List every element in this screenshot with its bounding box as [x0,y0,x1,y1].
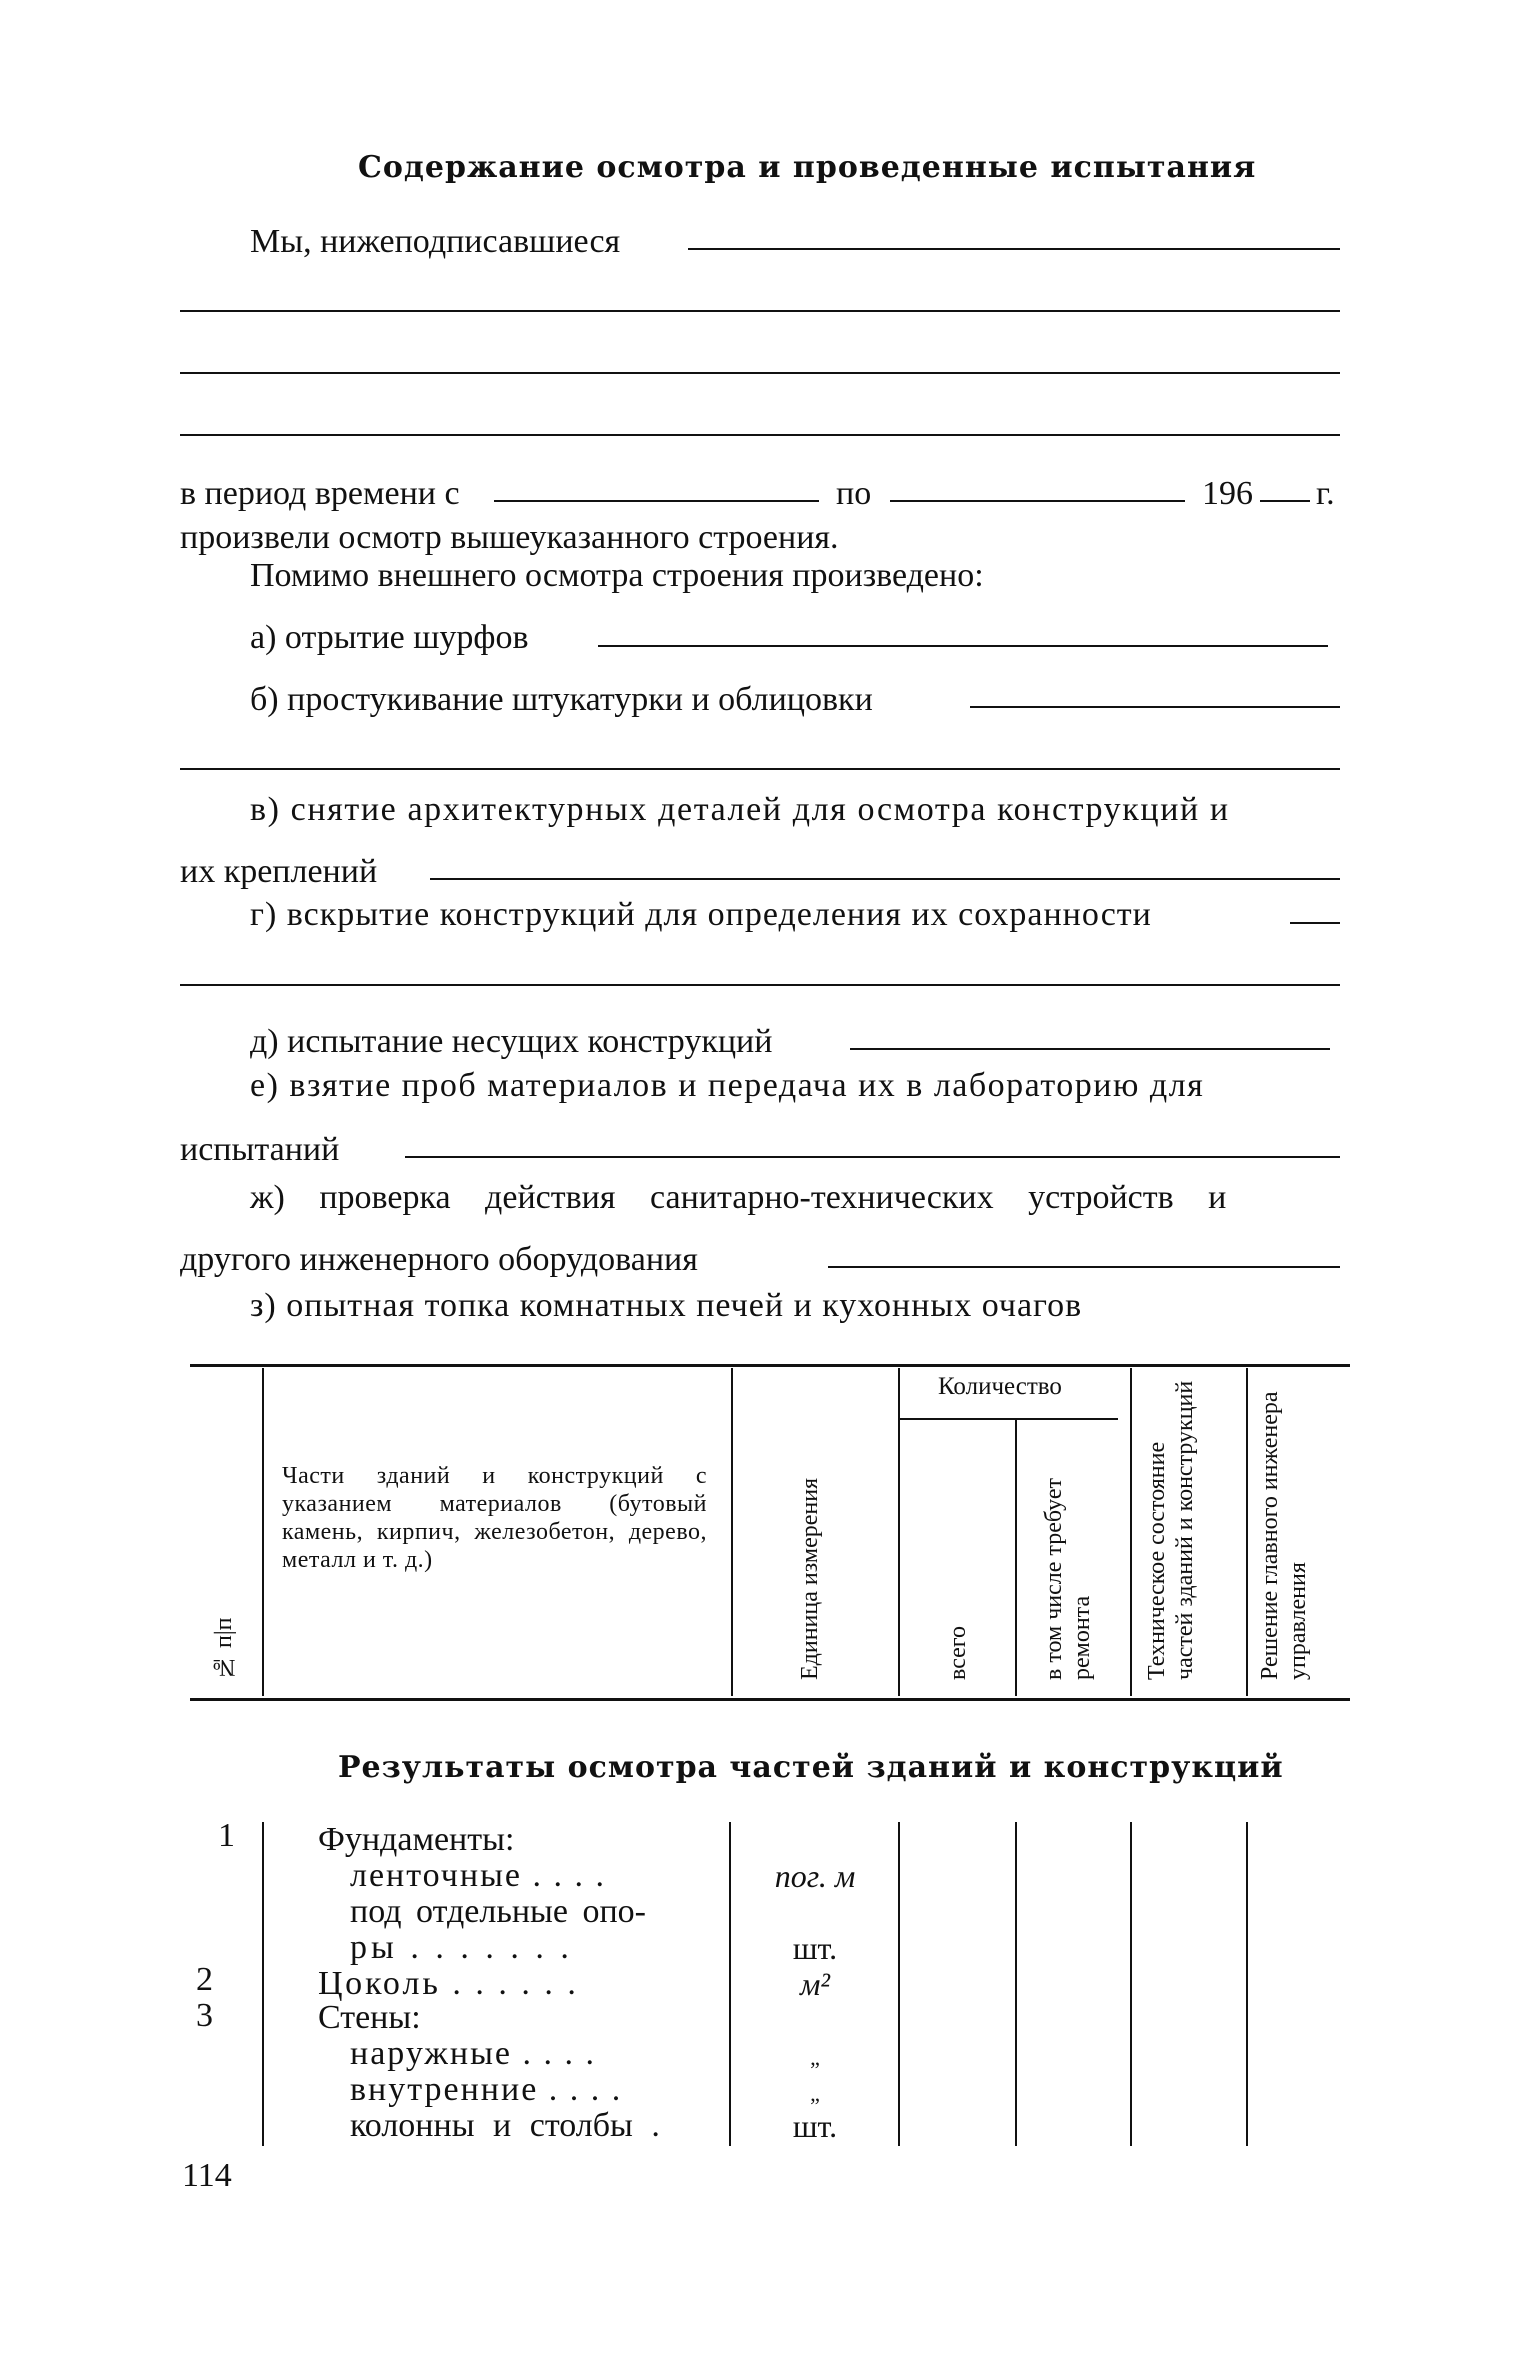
item-e-line[interactable] [405,1156,1340,1158]
row-num: 1 [218,1817,235,1854]
table-row-label: Цоколь . . . . . . [318,1965,579,2002]
table-row-label: Стены: [318,1999,421,2036]
item-zh-line-2: другого инженерного оборудования [180,1241,698,1278]
row-num: 2 [196,1961,213,1998]
header-quantity: Количество [938,1373,1062,1400]
item-v-line-1: в) снятие архитектурных деталей для осмотра конструкций и [250,791,1230,828]
intro-label: Мы, нижеподписавшиеся [250,223,621,260]
header-decision: Решение главного инженера управления [1257,1391,1311,1680]
col-sep-5 [1130,1368,1132,1696]
table-row-label: внутренние . . . . [350,2071,623,2108]
period-to-label: по [836,475,872,512]
table-row-label: ленточные . . . . [350,1857,607,1894]
table-row-label: ры . . . . . . . [350,1929,573,1966]
row-unit: шт. [792,2108,838,2144]
table-header-bottom-rule [190,1698,1350,1701]
table-row-label: колонны и столбы . [350,2107,660,2144]
row-unit: м² [799,1966,830,2002]
col-sep-4 [1015,1420,1017,1696]
table-row-label: под отдельные опо- [350,1893,646,1930]
item-g-line-2[interactable] [180,984,1340,986]
signatories-line-3[interactable] [180,372,1340,374]
period-label: в период времени с [180,475,460,512]
item-g: г) вскрытие конструкций для определения их сохранности [250,896,1152,933]
header-condition: Техническое состояние частей зданий и конструкций [1144,1380,1198,1680]
row-unit: шт. [792,1930,838,1966]
signatories-line-4[interactable] [180,434,1340,436]
table-top-rule [190,1364,1350,1367]
header-parts: Части зданий и конструкций с указанием материалов (бутовый камень, кирпич, железобетон, дерево, металл и т. д.) [282,1463,707,1573]
table-row-label: наружные . . . . [350,2035,597,2072]
results-title: Результаты осмотра частей зданий и конструкций [338,1750,1284,1785]
body-col-sep-6 [1246,1822,1248,2146]
col-sep-1 [262,1368,264,1696]
item-z: з) опытная топка комнатных печей и кухонных очагов [250,1287,1083,1324]
header-num: № п|п [211,1617,237,1680]
item-v-line-2: их креплений [180,853,378,890]
signatories-line-1[interactable] [688,248,1340,250]
item-a: а) отрытие шурфов [250,619,529,656]
item-zh-line-1: ж) проверка действия санитарно-технических устройств и [250,1179,1227,1216]
header-unit: Единица измерения [797,1477,823,1680]
item-a-line[interactable] [598,645,1328,647]
body-col-sep-5 [1130,1822,1132,2146]
period-year-line[interactable] [1260,500,1310,502]
period-from-line[interactable] [494,500,819,502]
inspected-text: произвели осмотр вышеуказанного строения. [180,519,839,556]
item-b-line-2[interactable] [180,768,1340,770]
item-b-line[interactable] [970,706,1340,708]
period-to-line[interactable] [890,500,1185,502]
item-b: б) простукивание штукатурки и облицовки [250,681,873,718]
header-total: всего [945,1625,971,1680]
item-v-line[interactable] [430,878,1340,880]
item-e-line-2: испытаний [180,1131,340,1168]
row-num: 3 [196,1997,213,2034]
col-sep-2 [731,1368,733,1696]
row-unit: пог. м [774,1858,856,1894]
row-unit: „ [810,2081,820,2106]
period-year-label: 196 [1202,475,1253,512]
item-g-line[interactable] [1290,922,1340,924]
header-repair: в том числе требует ремонта [1041,1478,1095,1680]
item-e-line-1: е) взятие проб материалов и передача их в лабораторию для [250,1067,1205,1104]
quantity-underline [898,1418,1118,1420]
signatories-line-2[interactable] [180,310,1340,312]
row-unit: „ [810,2045,820,2070]
table-row-label: Фундаменты: [318,1821,515,1858]
body-col-sep-4 [1015,1822,1017,2146]
col-sep-6 [1246,1368,1248,1696]
item-d-line[interactable] [850,1048,1330,1050]
section-title: Содержание осмотра и проведенные испытания [358,150,1257,185]
body-col-sep-1 [262,1822,264,2146]
item-zh-line[interactable] [828,1266,1340,1268]
period-year-suffix: г. [1316,475,1335,512]
item-d: д) испытание несущих конструкций [250,1023,773,1060]
page-number: 114 [182,2157,232,2194]
additional-text: Помимо внешнего осмотра строения произведено: [250,557,984,594]
